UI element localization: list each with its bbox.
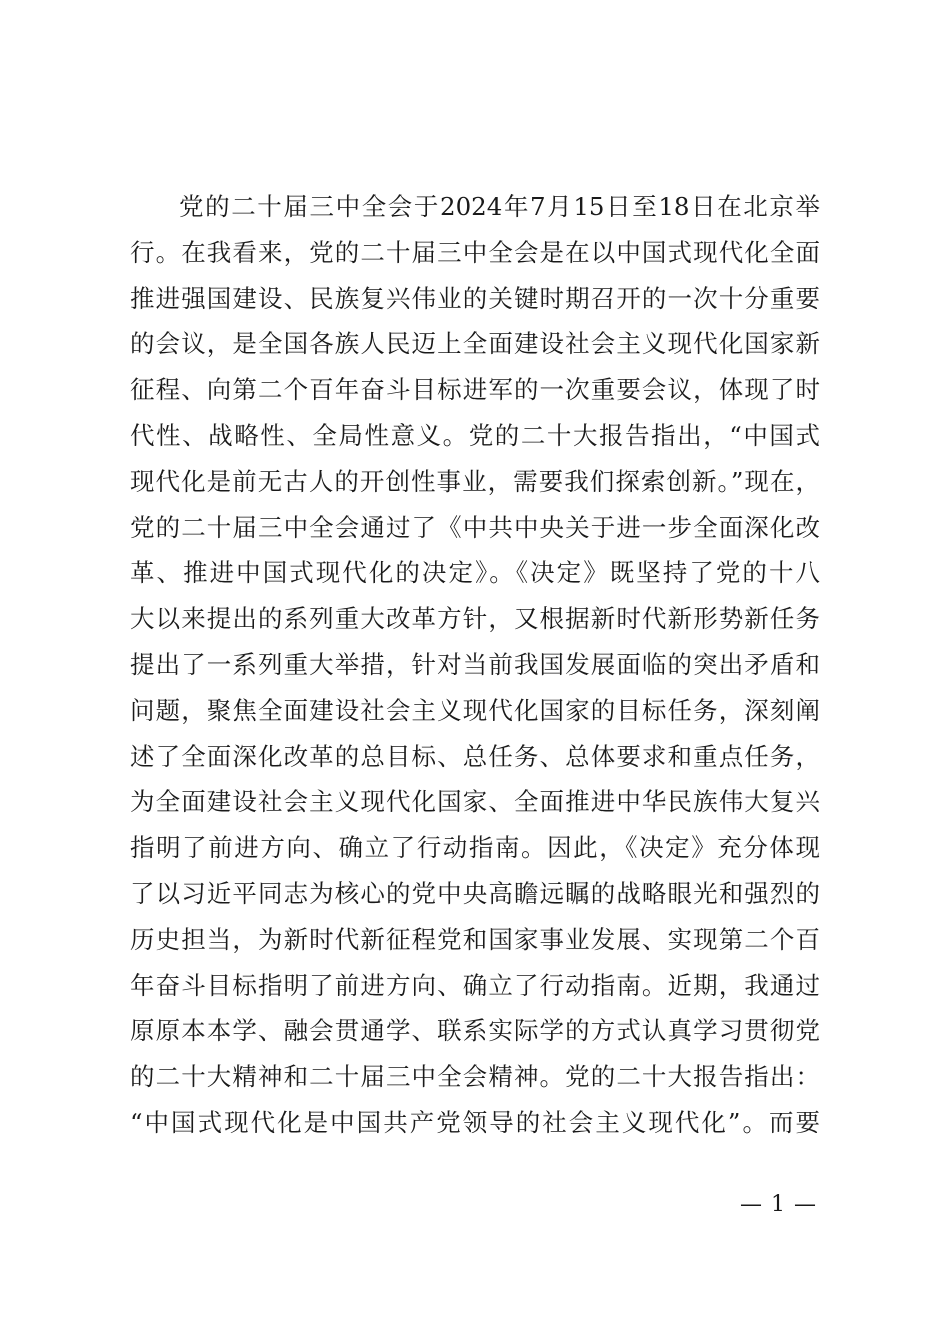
paragraph-line: 革、推进中国式现代化的决定》。《决定》既坚持了党的十八 bbox=[130, 558, 820, 588]
paragraph-line: 原原本本学、融会贯通学、联系实际学的方式认真学习贯彻党 bbox=[130, 1016, 820, 1046]
paragraph-line: 大以来提出的系列重大改革方针，又根据新时代新形势新任务 bbox=[130, 604, 820, 634]
paragraph-line: 为全面建设社会主义现代化国家、全面推进中华民族伟大复兴 bbox=[130, 787, 820, 817]
paragraph-line: 问题，聚焦全面建设社会主义现代化国家的目标任务，深刻阐 bbox=[130, 695, 820, 725]
paragraph-line: 推进强国建设、民族复兴伟业的关键时期召开的一次十分重要 bbox=[130, 283, 820, 313]
paragraph-line: 历史担当，为新时代新征程党和国家事业发展、实现第二个百 bbox=[130, 924, 820, 954]
paragraph-line: 提出了一系列重大举措，针对当前我国发展面临的突出矛盾和 bbox=[130, 649, 820, 679]
paragraph-line: 现代化是前无古人的开创性事业，需要我们探索创新。”现在， bbox=[130, 466, 820, 496]
paragraph-line: 的会议，是全国各族人民迈上全面建设社会主义现代化国家新 bbox=[130, 329, 820, 359]
paragraph-line: 代性、战略性、全局性意义。党的二十大报告指出，“中国式 bbox=[130, 420, 820, 450]
paragraph-line: 党的二十届三中全会于2024年7月15日至18日在北京举 bbox=[179, 192, 820, 221]
page-number: — 1 — bbox=[740, 1192, 817, 1217]
paragraph-line: 征程、向第二个百年奋斗目标进军的一次重要会议，体现了时 bbox=[130, 375, 820, 405]
paragraph-line: “中国式现代化是中国共产党领导的社会主义现代化”。而要 bbox=[130, 1107, 820, 1137]
paragraph-line: 年奋斗目标指明了前进方向、确立了行动指南。近期，我通过 bbox=[130, 970, 820, 1000]
body-paragraph bbox=[130, 184, 820, 1146]
paragraph-line: 指明了前进方向、确立了行动指南。因此，《决定》充分体现 bbox=[130, 833, 820, 863]
paragraph-line: 党的二十届三中全会通过了《中共中央关于进一步全面深化改 bbox=[130, 512, 820, 542]
paragraph-line: 了以习近平同志为核心的党中央高瞻远瞩的战略眼光和强烈的 bbox=[130, 878, 820, 908]
paragraph-line: 的二十大精神和二十届三中全会精神。党的二十大报告指出： bbox=[130, 1062, 820, 1092]
paragraph-line: 行。在我看来，党的二十届三中全会是在以中国式现代化全面 bbox=[130, 237, 820, 267]
paragraph-line: 述了全面深化改革的总目标、总任务、总体要求和重点任务， bbox=[130, 741, 820, 771]
